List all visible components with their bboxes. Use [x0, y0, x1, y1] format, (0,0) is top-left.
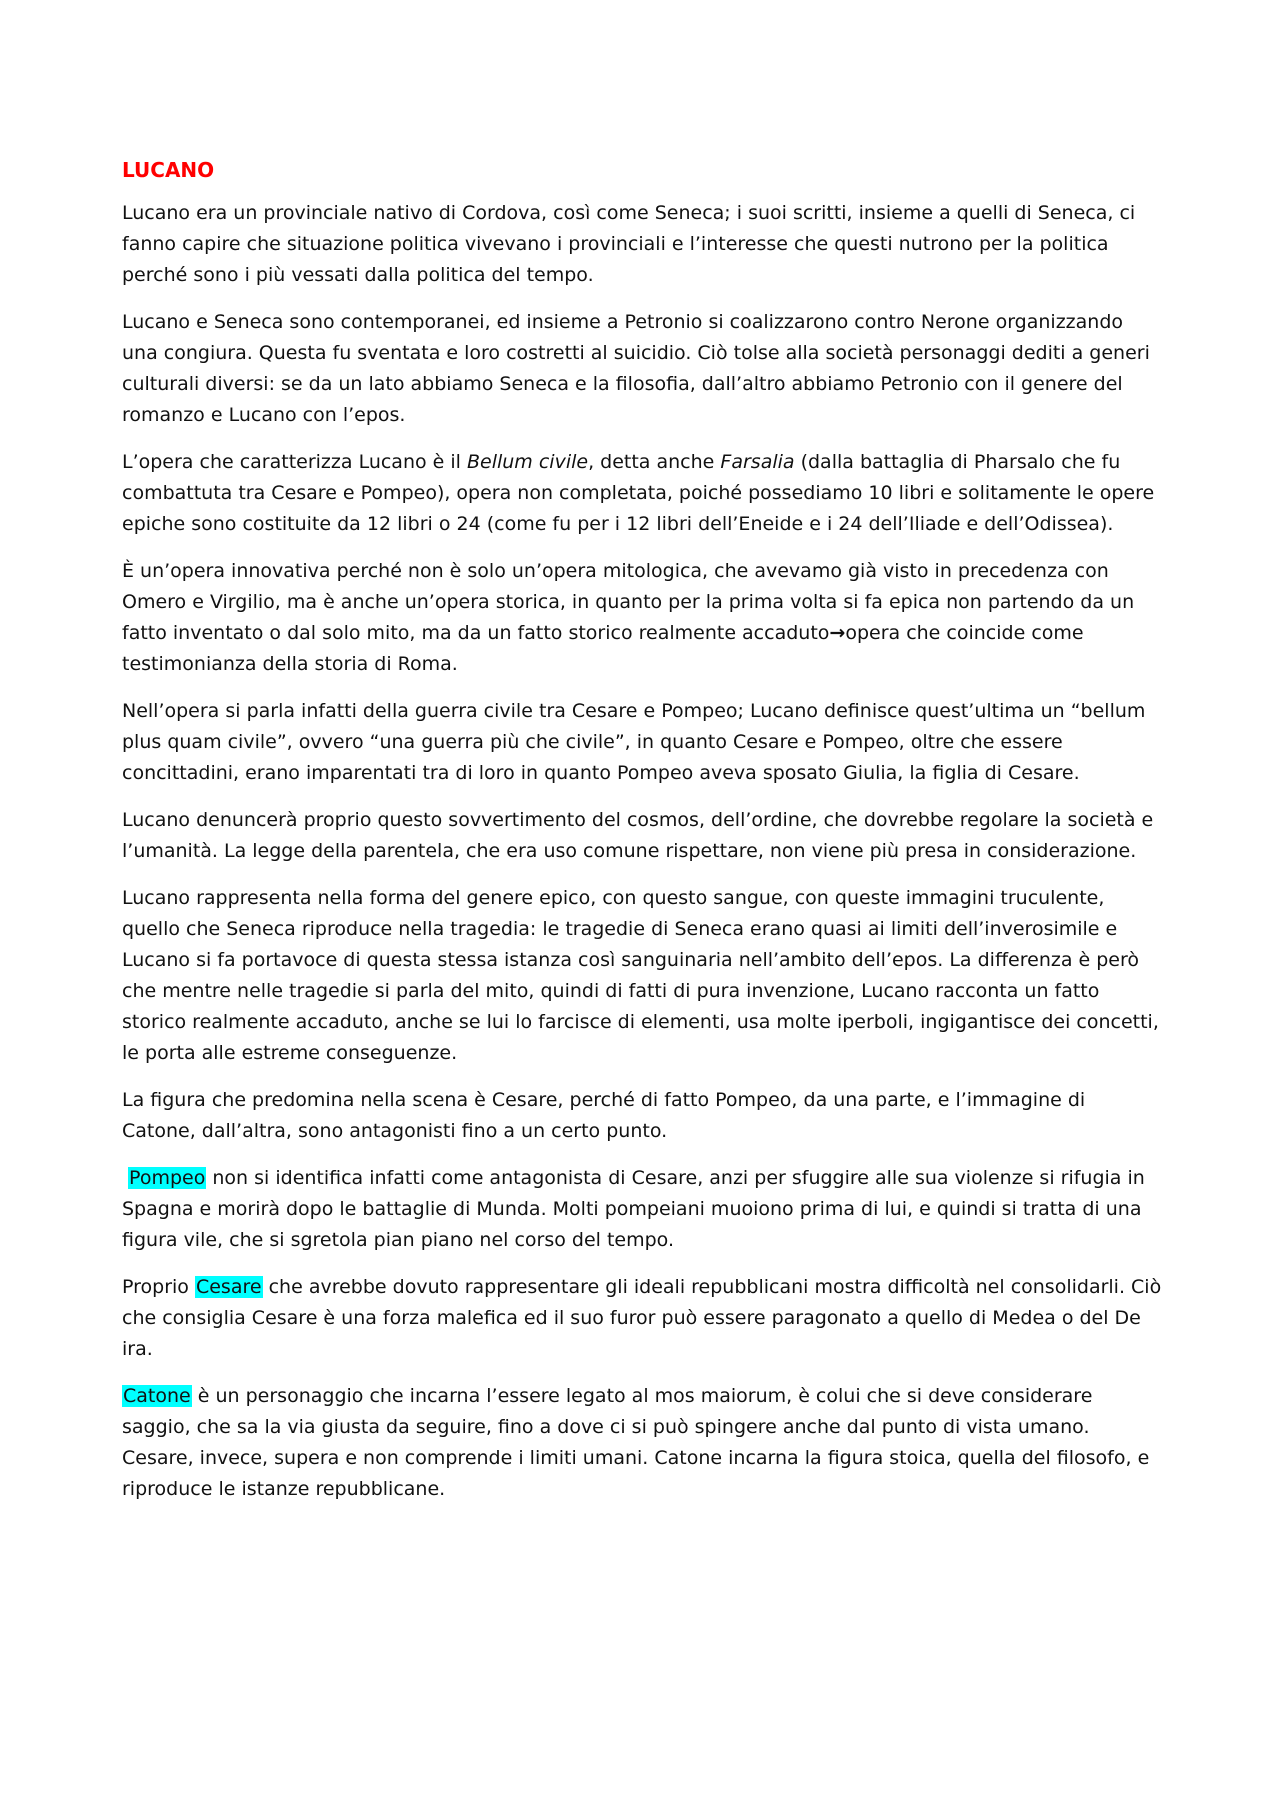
paragraph-1 — [122, 198, 1162, 291]
paragraph-3-text-b: , detta anche — [588, 451, 721, 473]
paragraph-1-text: Lucano era un provinciale nativo di Cordova, così come Seneca; i suoi scritti, insieme a quelli di Seneca, ci fanno capire che situazione politica vivevano i provinciali e l’interesse che questi nutrono per la politica perché sono i più vessati dalla politica del tempo. — [122, 202, 1136, 286]
paragraph-3-text-a: L’opera che caratterizza Lucano è il — [122, 451, 467, 473]
paragraph-8-text: La figura che predomina nella scena è Cesare, perché di fatto Pompeo, da una parte, e l’immagine di Catone, dall’altra, sono antagonisti fino a un certo punto. — [122, 1089, 1086, 1142]
paragraph-4-text-b: opera che coincide come testimonianza della storia di Roma. — [122, 622, 1084, 675]
paragraph-2 — [122, 307, 1162, 431]
document-title: LUCANO — [122, 158, 215, 182]
paragraph-5 — [122, 696, 1162, 789]
paragraph-7 — [122, 883, 1162, 1069]
paragraph-9-text: non si identifica infatti come antagonista di Cesare, anzi per sfuggire alle sua violenze si rifugia in Spagna e morirà dopo le battaglie di Munda. Molti pompeiani muoiono prima di lui, e quindi si tratta di una figura vile, che si sgretola pian piano nel corso del tempo. — [122, 1167, 1145, 1251]
work-title-bellum-civile: Bellum civile — [466, 451, 589, 473]
work-title-farsalia: Farsalia — [720, 451, 795, 473]
paragraph-11-text: è un personaggio che incarna l’essere legato al mos maiorum, è colui che si deve considerare saggio, che sa la via giusta da seguire, fino a dove ci si può spingere anche dal punto di vista umano. Cesare, invece, supera e non comprende i limiti umani. Catone incarna la figura stoica, quella del filosofo, e riproduce le istanze repubblicane. — [122, 1385, 1150, 1500]
paragraph-3-text-c: (dalla battaglia di Pharsalo che fu combattuta tra Cesare e Pompeo), opera non completata, poiché possediamo 10 libri e solitamente le opere epiche sono costituite da 12 libri o 24 (come fu per i 12 libri dell’Eneide e i 24 dell’Iliade e dell’Odissea). — [122, 451, 1155, 535]
paragraph-4 — [122, 556, 1162, 680]
paragraph-9 — [122, 1163, 1162, 1256]
highlight-cesare: Cesare — [195, 1276, 262, 1298]
paragraph-3 — [122, 447, 1162, 540]
paragraph-11 — [122, 1381, 1162, 1505]
paragraph-6 — [122, 805, 1162, 867]
right-arrow-icon: → — [829, 622, 846, 644]
paragraph-7-text: Lucano rappresenta nella forma del genere epico, con questo sangue, con queste immagini truculente, quello che Seneca riproduce nella tragedia: le tragedie di Seneca erano quasi ai limiti dell’inverosimile e Lucano si fa portavoce di questa stessa istanza così sanguinaria nell’ambito dell’epos. La differenza è però che mentre nelle tragedie si parla del mito, quindi di fatti di pura invenzione, Lucano racconta un fatto storico realmente accaduto, anche se lui lo farcisce di elementi, usa molte iperboli, ingigantisce dei concetti, le porta alle estreme conseguenze. — [122, 887, 1159, 1064]
paragraph-4-text-a: È un’opera innovativa perché non è solo un’opera mitologica, che avevamo già visto in precedenza con Omero e Virgilio, ma è anche un’opera storica, in quanto per la prima volta si fa epica non partendo da un fatto inventato o dal solo mito, ma da un fatto storico realmente accaduto — [122, 560, 1135, 644]
document-page — [122, 155, 1162, 1521]
paragraph-10-text-b: che avrebbe dovuto rappresentare gli ideali repubblicani mostra difficoltà nel consolidarli. Ciò che consiglia Cesare è una forza malefica ed il suo furor può essere paragonato a quello di Medea o del De ira. — [122, 1276, 1162, 1360]
paragraph-6-text: Lucano denuncerà proprio questo sovvertimento del cosmos, dell’ordine, che dovrebbe regolare la società e l’umanità. La legge della parentela, che era uso comune rispettare, non viene più presa in considerazione. — [122, 809, 1154, 862]
paragraph-5-text: Nell’opera si parla infatti della guerra civile tra Cesare e Pompeo; Lucano definisce quest’ultima un “bellum plus quam civile”, ovvero “una guerra più che civile”, in quanto Cesare e Pompeo, oltre che essere concittadini, erano imparentati tra di loro in quanto Pompeo aveva sposato Giulia, la figlia di Cesare. — [122, 700, 1146, 784]
paragraph-2-text: Lucano e Seneca sono contemporanei, ed insieme a Petronio si coalizzarono contro Nerone organizzando una congiura. Questa fu sventata e loro costretti al suicidio. Ciò tolse alla società personaggi dediti a generi culturali diversi: se da un lato abbiamo Seneca e la filosofia, dall’altro abbiamo Petronio con il genere del romanzo e Lucano con l’epos. — [122, 311, 1150, 426]
paragraph-10-text-a: Proprio — [122, 1276, 195, 1298]
paragraph-10 — [122, 1272, 1162, 1365]
paragraph-8 — [122, 1085, 1162, 1147]
highlight-pompeo: Pompeo — [129, 1167, 206, 1189]
highlight-catone: Catone — [123, 1385, 191, 1407]
